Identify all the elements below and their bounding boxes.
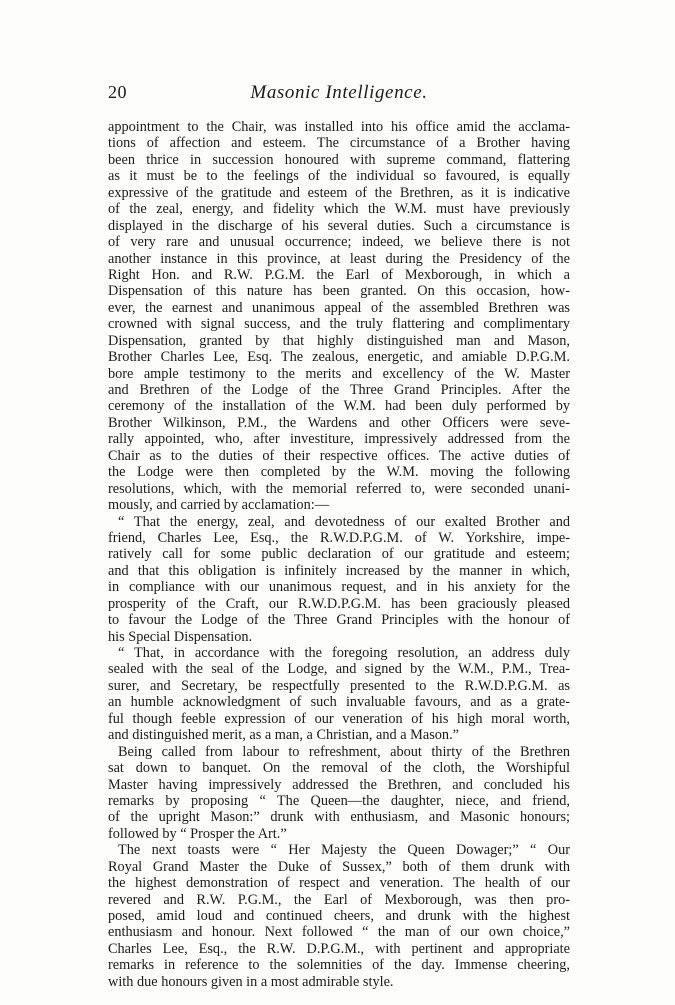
text-line: remarks in reference to the solemnities of the day. Immense cheering, xyxy=(108,957,570,974)
text-line: Master having impressively addressed the Brethren, and concluded his xyxy=(108,776,570,793)
text-line: and distinguished merit, as a man, a Christian, and a Mason.” xyxy=(108,727,459,744)
text-line: the highest demonstration of respect and veneration. The health of our xyxy=(108,875,570,892)
text-line: Dispensation, granted by that highly distinguished man and Mason, xyxy=(108,332,570,349)
text-line: “ That the energy, zeal, and devotedness of our exalted Brother and xyxy=(118,513,570,530)
text-line: ful though feeble expression of our veneration of his high moral worth, xyxy=(108,710,570,727)
running-head xyxy=(108,82,570,110)
paragraph-p2 xyxy=(108,514,570,646)
text-line: as it must be to the feelings of the individual so favoured, is equally xyxy=(108,168,570,185)
text-line: resolutions, which, with the memorial referred to, were seconded unani- xyxy=(108,480,570,497)
text-line: Right Hon. and R.W. P.G.M. the Earl of Mexborough, in which a xyxy=(108,266,570,283)
text-line: bore ample testimony to the merits and excellency of the W. Master xyxy=(108,365,570,382)
text-line: to favour the Lodge of the Three Grand Principles with the honour of xyxy=(108,612,570,629)
text-line: of very rare and unusual occurrence; indeed, we believe there is not xyxy=(108,234,570,251)
text-line: crowned with signal success, and the truly flattering and complimentary xyxy=(108,316,570,333)
paragraph-p4 xyxy=(108,744,570,843)
text-line: Charles Lee, Esq., the R.W. D.P.G.M., with pertinent and appropriate xyxy=(108,940,570,957)
text-line: Being called from labour to refreshment, about thirty of the Brethren xyxy=(118,743,570,760)
text-line: ratively call for some public declaration of our gratitude and esteem; xyxy=(108,546,570,563)
text-line: expressive of the gratitude and esteem of the Brethren, as it is indicative xyxy=(108,184,570,201)
text-line: tions of affection and esteem. The circumstance of a Brother having xyxy=(108,135,570,152)
text-line: The next toasts were “ Her Majesty the Queen Dowager;” “ Our xyxy=(118,842,570,859)
text-line: an humble acknowledgment of such invaluable favours, and as a grate- xyxy=(108,694,570,711)
text-line: displayed in the discharge of his several duties. Such a circumstance is xyxy=(108,217,570,234)
text-line: followed by “ Prosper the Art.” xyxy=(108,825,287,842)
text-line: surer, and Secretary, be respectfully presented to the R.W.D.P.G.M. as xyxy=(108,677,570,694)
text-line: Chair as to the duties of their respective offices. The active duties of xyxy=(108,447,570,464)
text-line: and that this obligation is infinitely increased by the manner in which, xyxy=(108,562,570,579)
text-line: and Brethren of the Lodge of the Three Grand Principles. After the xyxy=(108,382,570,398)
text-line: his Special Dispensation. xyxy=(108,628,253,645)
text-line: been thrice in succession honoured with supreme command, flattering xyxy=(108,151,570,168)
text-line: ceremony of the installation of the W.M. had been duly performed by xyxy=(108,398,570,415)
text-line: of the zeal, energy, and fidelity which the W.M. must have previously xyxy=(108,201,570,218)
text-line: of the upright Mason:” drunk with enthusiasm, and Masonic honours; xyxy=(108,809,570,826)
text-line: friend, Charles Lee, Esq., the R.W.D.P.G.M. of W. Yorkshire, impe- xyxy=(108,529,570,546)
text-line: prosperity of the Craft, our R.W.D.P.G.M. has been graciously pleased xyxy=(108,595,570,612)
text-line: Royal Grand Master the Duke of Sussex,” both of them drunk with xyxy=(108,858,570,875)
text-line: “ That, in accordance with the foregoing resolution, an address duly xyxy=(118,645,570,661)
body-text xyxy=(108,119,570,990)
text-line: posed, amid loud and continued cheers, and drunk with the highest xyxy=(108,908,570,924)
text-line: another instance in this province, at least during the Presidency of the xyxy=(108,250,570,267)
paragraph-p3 xyxy=(108,645,570,744)
text-line: enthusiasm and honour. Next followed “ the man of our own choice,” xyxy=(108,924,570,941)
page-number: 20 xyxy=(108,82,127,102)
text-line: Brother Wilkinson, P.M., the Wardens and other Officers were seve- xyxy=(108,414,570,431)
text-line: mously, and carried by acclamation:— xyxy=(108,497,329,514)
text-line: rally appointed, who, after investiture, impressively addressed from the xyxy=(108,431,570,448)
text-line: sealed with the seal of the Lodge, and signed by the W.M., P.M., Trea- xyxy=(108,661,570,678)
text-line: the Lodge were then completed by the W.M. moving the following xyxy=(108,464,570,481)
text-line: appointment to the Chair, was installed into his office amid the acclama- xyxy=(108,119,570,135)
text-line: in compliance with our unanimous request, and in his anxiety for the xyxy=(108,579,570,596)
text-line: with due honours given in a most admirable style. xyxy=(108,973,394,990)
text-line: remarks by proposing “ The Queen—the daughter, niece, and friend, xyxy=(108,792,570,809)
text-line: Brother Charles Lee, Esq. The zealous, energetic, and amiable D.P.G.M. xyxy=(108,349,570,366)
text-line: revered and R.W. P.G.M., the Earl of Mexborough, was then pro- xyxy=(108,891,570,908)
paragraph-p5 xyxy=(108,842,570,990)
paragraph-p1 xyxy=(108,119,570,514)
running-title: Masonic Intelligence. xyxy=(250,82,428,103)
text-line: Dispensation of this nature has been granted. On this occasion, how- xyxy=(108,283,570,300)
text-line: sat down to banquet. On the removal of the cloth, the Worshipful xyxy=(108,760,570,777)
text-line: ever, the earnest and unanimous appeal of the assembled Brethren was xyxy=(108,299,570,316)
